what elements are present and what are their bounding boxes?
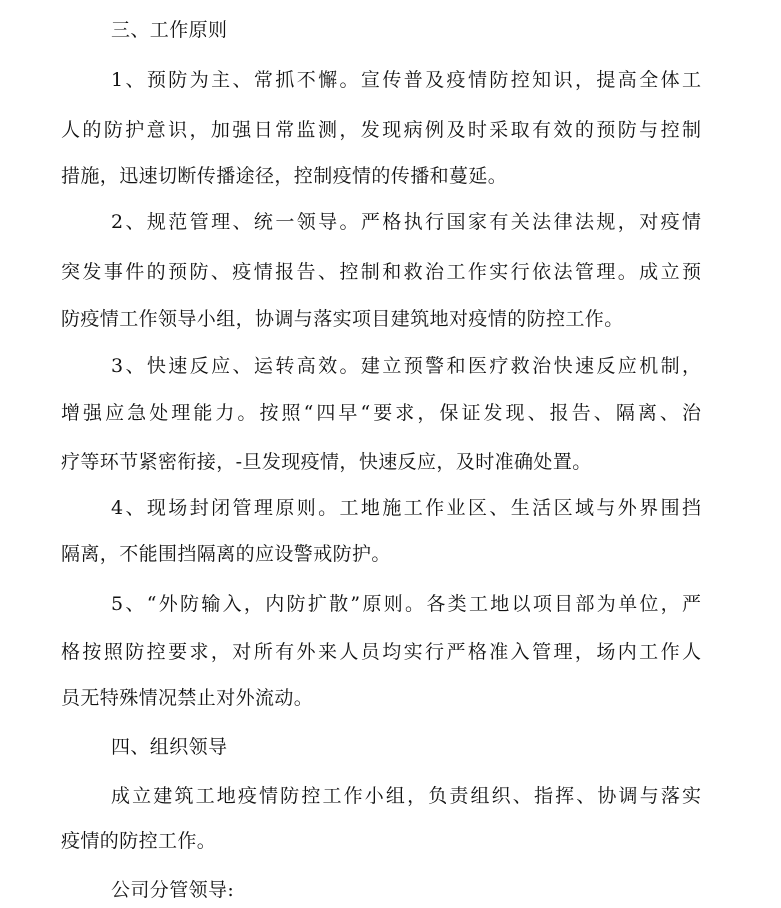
principle-1-line-2: 人的防护意识，加强日常监测，发现病例及时采取有效的预防与控制 [61, 119, 701, 141]
section-heading-work-principles: 三、工作原则 [111, 19, 228, 41]
principle-3-line-1: 3、快速反应、运转高效。建立预警和医疗救治快速反应机制， [111, 355, 701, 377]
principle-1-line-3: 措施，迅速切断传播途径，控制疫情的传播和蔓延。 [61, 165, 508, 187]
principle-3-line-2: 增强应急处理能力。按照“四早“要求，保证发现、报告、隔离、治 [61, 402, 701, 424]
principle-3-line-3: 疗等环节紧密衔接，-旦发现疫情，快速反应，及时准确处置。 [61, 451, 592, 473]
company-leader-label: 公司分管领导: [111, 879, 235, 901]
organization-line-1: 成立建筑工地疫情防控工作小组，负责组织、指挥、协调与落实 [111, 785, 701, 807]
principle-4-line-2: 隔离，不能围挡隔离的应设警戒防护。 [61, 543, 391, 565]
principle-5-line-1: 5、“外防输入，内防扩散”原则。各类工地以项目部为单位，严 [111, 593, 701, 615]
principle-5-line-2: 格按照防控要求，对所有外来人员均实行严格准入管理，场内工作人 [61, 641, 701, 663]
principle-4-line-1: 4、现场封闭管理原则。工地施工作业区、生活区域与外界围挡 [111, 497, 701, 519]
organization-line-2: 疫情的防控工作。 [61, 830, 217, 852]
principle-5-line-3: 员无特殊情况禁止对外流动。 [61, 687, 314, 709]
principle-2-line-2: 突发事件的预防、疫情报告、控制和救治工作实行依法管理。成立预 [61, 261, 701, 283]
principle-2-line-3: 防疫情工作领导小组，协调与落实项目建筑地对疫情的防控工作。 [61, 308, 624, 330]
principle-1-line-1: 1、预防为主、常抓不懈。宣传普及疫情防控知识，提高全体工 [111, 69, 701, 91]
section-heading-organization: 四、组织领导 [111, 736, 228, 758]
principle-2-line-1: 2、规范管理、统一领导。严格执行国家有关法律法规，对疫情 [111, 211, 701, 233]
